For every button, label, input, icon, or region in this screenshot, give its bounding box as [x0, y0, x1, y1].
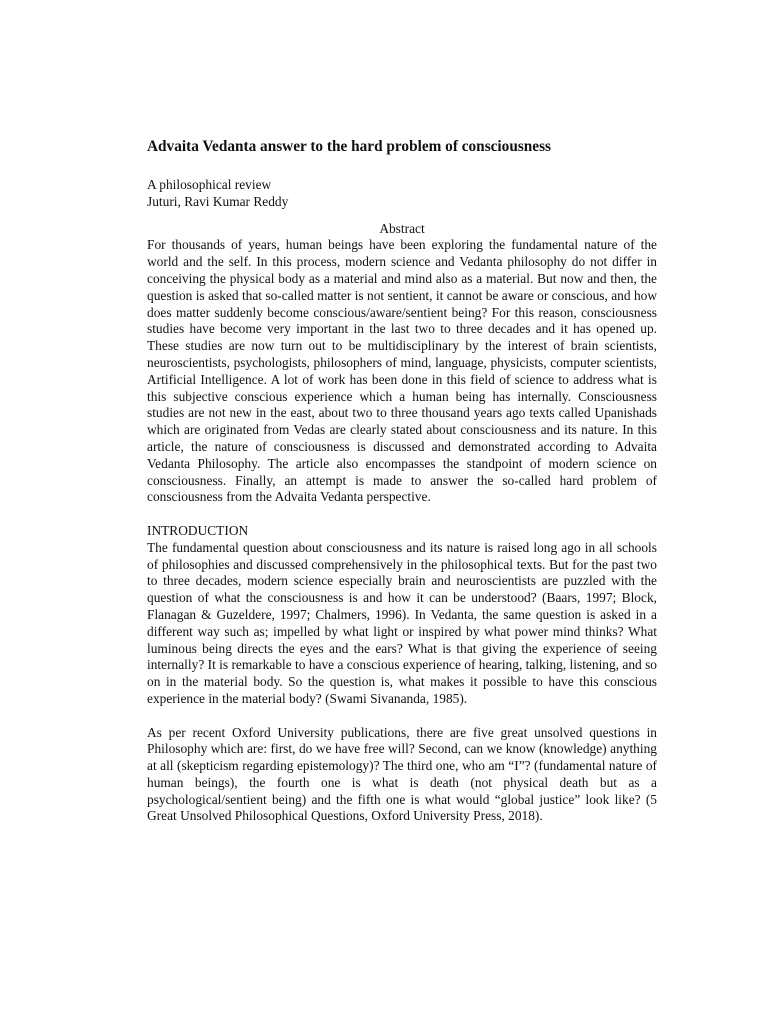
abstract-text: For thousands of years, human beings have been exploring the fundamental nature of the world and the self. In this process, modern science and Vedanta philosophy do not differ in conceiving the physical body as a material and mind also as a material. But now and then, the question is asked that so-called matter is not sentient, it cannot be aware or conscious, and how does matter suddenly become conscious/aware/sentient being? For this reason, consciousness studies have become very important in the last two to three decades and it has opened up. These studies are now turn out to be multidisciplinary by the interest of brain scientists, neuroscientists, psychologists, philosophers of mind, language, physicists, computer scientists, Artificial Intelligence. A lot of work has been done in this field of science to address what is this subjective conscious experience which a human being has internally. Consciousness studies are not new in the east, about two to three thousand years ago texts called Upanishads which are originated from Vedas are clearly stated about consciousness and its nature. In this article, the nature of consciousness is discussed and demonstrated according to Advaita Vedanta Philosophy. The article also encompasses the standpoint of modern science on consciousness. Finally, an attempt is made to answer the so-called hard problem of consciousness from the Advaita Vedanta perspective.: [147, 237, 657, 505]
document-content: [147, 137, 657, 825]
introduction-heading: INTRODUCTION: [147, 522, 249, 538]
paper-title: Advaita Vedanta answer to the hard problem of consciousness: [147, 138, 551, 155]
abstract-heading: Abstract: [379, 220, 425, 236]
paper-author: Juturi, Ravi Kumar Reddy: [147, 193, 289, 209]
introduction-paragraph-1: The fundamental question about consciousness and its nature is raised long ago in all schools of philosophies and discussed comprehensively in the philosophical texts. But for the past two to three decades, modern science especially brain and neuroscientists are puzzled with the question of what the consciousness is and how it can be understood? (Baars, 1997; Block, Flanagan & Guzeldere, 1997; Chalmers, 1996). In Vedanta, the same question is asked in a different way such as; impelled by what light or inspired by what power mind thinks? What luminous being directs the eyes and the ears? What is that giving the experience of seeing internally? It is remarkable to have a conscious experience of hearing, talking, listening, and so on in the material body. So the question is, what makes it possible to have this conscious experience in the material body? (Swami Sivananda, 1985).: [147, 539, 657, 706]
paper-subtitle: A philosophical review: [147, 177, 272, 192]
paper-meta: [147, 177, 657, 211]
paragraph-spacer: [147, 708, 657, 725]
introduction-paragraph-2: As per recent Oxford University publications, there are five great unsolved questions in Philosophy which are: first, do we have free will? Second, can we know (knowledge) anything at all (skepticism regarding epistemology)? The third one, who am “I”? (fundamental nature of human beings), the fourth one is what is death (not physical death but as a psychological/sentient being) and the fifth one is what would “global justice” look like? (5 Great Unsolved Philosophical Questions, Oxford University Press, 2018).: [147, 724, 657, 824]
